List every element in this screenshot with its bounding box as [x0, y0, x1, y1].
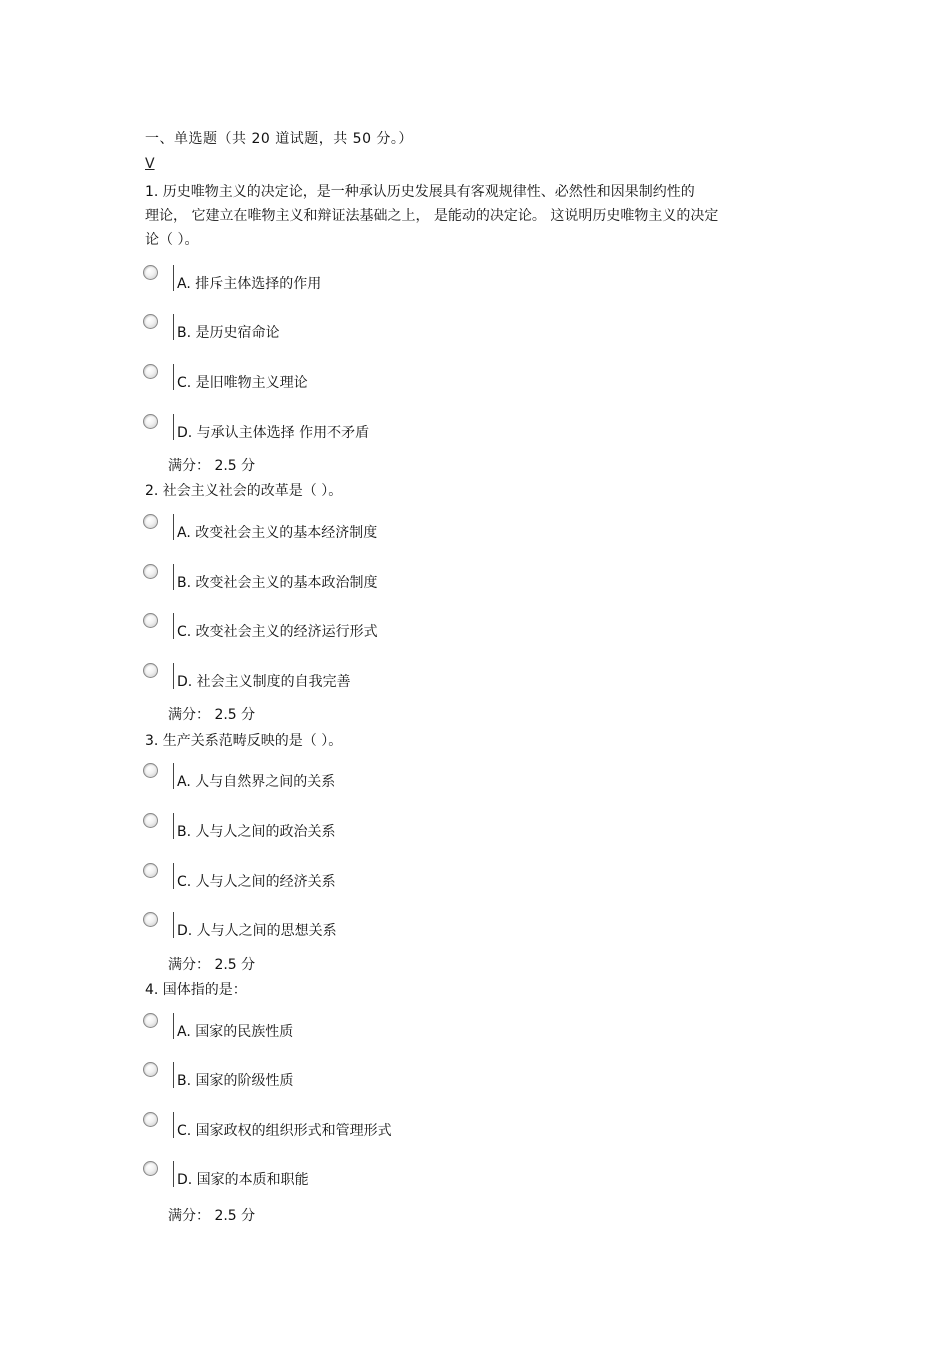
option-label[interactable]: C. 国家政权的组织形式和管理形式 — [177, 1123, 392, 1139]
question-line: 2. 社会主义社会的改革是（ ）。 — [145, 483, 343, 499]
section-title: 一、单选题（共 20 道试题，共 50 分。） — [145, 131, 413, 147]
option-4d[interactable] — [143, 1161, 743, 1191]
option-label[interactable]: C. 人与人之间的经济关系 — [177, 874, 336, 890]
option-label[interactable]: D. 社会主义制度的自我完善 — [177, 674, 351, 690]
option-divider — [173, 813, 174, 839]
option-label[interactable]: A. 人与自然界之间的关系 — [177, 774, 336, 790]
option-divider — [173, 1013, 174, 1039]
radio-button[interactable] — [143, 763, 158, 778]
option-label[interactable]: A. 国家的民族性质 — [177, 1024, 294, 1040]
radio-button[interactable] — [143, 1161, 158, 1176]
option-divider — [173, 1161, 174, 1187]
radio-button[interactable] — [143, 863, 158, 878]
radio-button[interactable] — [143, 514, 158, 529]
radio-button[interactable] — [143, 613, 158, 628]
question-4-text — [145, 978, 795, 1002]
option-3c[interactable] — [143, 863, 743, 893]
option-label[interactable]: B. 人与人之间的政治关系 — [177, 824, 336, 840]
option-divider — [173, 1112, 174, 1138]
option-label[interactable]: B. 国家的阶级性质 — [177, 1073, 294, 1089]
radio-button[interactable] — [143, 564, 158, 579]
option-3a[interactable] — [143, 763, 743, 793]
option-2d[interactable] — [143, 663, 743, 693]
option-divider — [173, 364, 174, 390]
option-divider — [173, 863, 174, 889]
score-4: 满分： 2.5 分 — [168, 1208, 256, 1224]
option-2b[interactable] — [143, 564, 743, 594]
option-4c[interactable] — [143, 1112, 743, 1142]
v-link[interactable]: V — [145, 156, 155, 172]
radio-button[interactable] — [143, 813, 158, 828]
question-line: 4. 国体指的是： — [145, 982, 247, 998]
option-4a[interactable] — [143, 1013, 743, 1043]
score-1: 满分： 2.5 分 — [168, 458, 256, 474]
radio-button[interactable] — [143, 663, 158, 678]
question-3-text — [145, 729, 795, 753]
option-1d[interactable] — [143, 414, 743, 444]
radio-button[interactable] — [143, 265, 158, 280]
option-label[interactable]: C. 改变社会主义的经济运行形式 — [177, 624, 378, 640]
option-label[interactable]: A. 排斥主体选择的作用 — [177, 276, 322, 292]
option-label[interactable]: D. 与承认主体选择 作用不矛盾 — [177, 425, 370, 441]
radio-button[interactable] — [143, 1013, 158, 1028]
question-2-text — [145, 479, 795, 503]
radio-button[interactable] — [143, 1112, 158, 1127]
option-1c[interactable] — [143, 364, 743, 394]
option-label[interactable]: A. 改变社会主义的基本经济制度 — [177, 525, 378, 541]
option-divider — [173, 314, 174, 340]
question-line: 理论， 它建立在唯物主义和辩证法基础之上， 是能动的决定论。 这说明历史唯物主义的决定 — [145, 208, 719, 224]
option-1a[interactable] — [143, 265, 743, 295]
option-divider — [173, 414, 174, 440]
option-2a[interactable] — [143, 514, 743, 544]
question-line: 论（ ）。 — [145, 232, 199, 248]
option-label[interactable]: D. 人与人之间的思想关系 — [177, 923, 337, 939]
option-4b[interactable] — [143, 1062, 743, 1092]
option-label[interactable]: B. 是历史宿命论 — [177, 325, 280, 341]
option-label[interactable]: B. 改变社会主义的基本政治制度 — [177, 575, 378, 591]
option-3d[interactable] — [143, 912, 743, 942]
option-divider — [173, 265, 174, 291]
radio-button[interactable] — [143, 1062, 158, 1077]
radio-button[interactable] — [143, 314, 158, 329]
radio-button[interactable] — [143, 364, 158, 379]
option-1b[interactable] — [143, 314, 743, 344]
option-divider — [173, 564, 174, 590]
option-label[interactable]: D. 国家的本质和职能 — [177, 1172, 309, 1188]
question-line: 1. 历史唯物主义的决定论，是一种承认历史发展具有客观规律性、必然性和因果制约性的 — [145, 184, 695, 200]
score-2: 满分： 2.5 分 — [168, 707, 256, 723]
option-2c[interactable] — [143, 613, 743, 643]
question-1-text — [145, 180, 795, 252]
option-label[interactable]: C. 是旧唯物主义理论 — [177, 375, 308, 391]
radio-button[interactable] — [143, 912, 158, 927]
option-divider — [173, 912, 174, 938]
option-3b[interactable] — [143, 813, 743, 843]
question-line: 3. 生产关系范畴反映的是（ ）。 — [145, 733, 343, 749]
option-divider — [173, 514, 174, 540]
radio-button[interactable] — [143, 414, 158, 429]
option-divider — [173, 763, 174, 789]
option-divider — [173, 663, 174, 689]
option-divider — [173, 613, 174, 639]
option-divider — [173, 1062, 174, 1088]
score-3: 满分： 2.5 分 — [168, 957, 256, 973]
